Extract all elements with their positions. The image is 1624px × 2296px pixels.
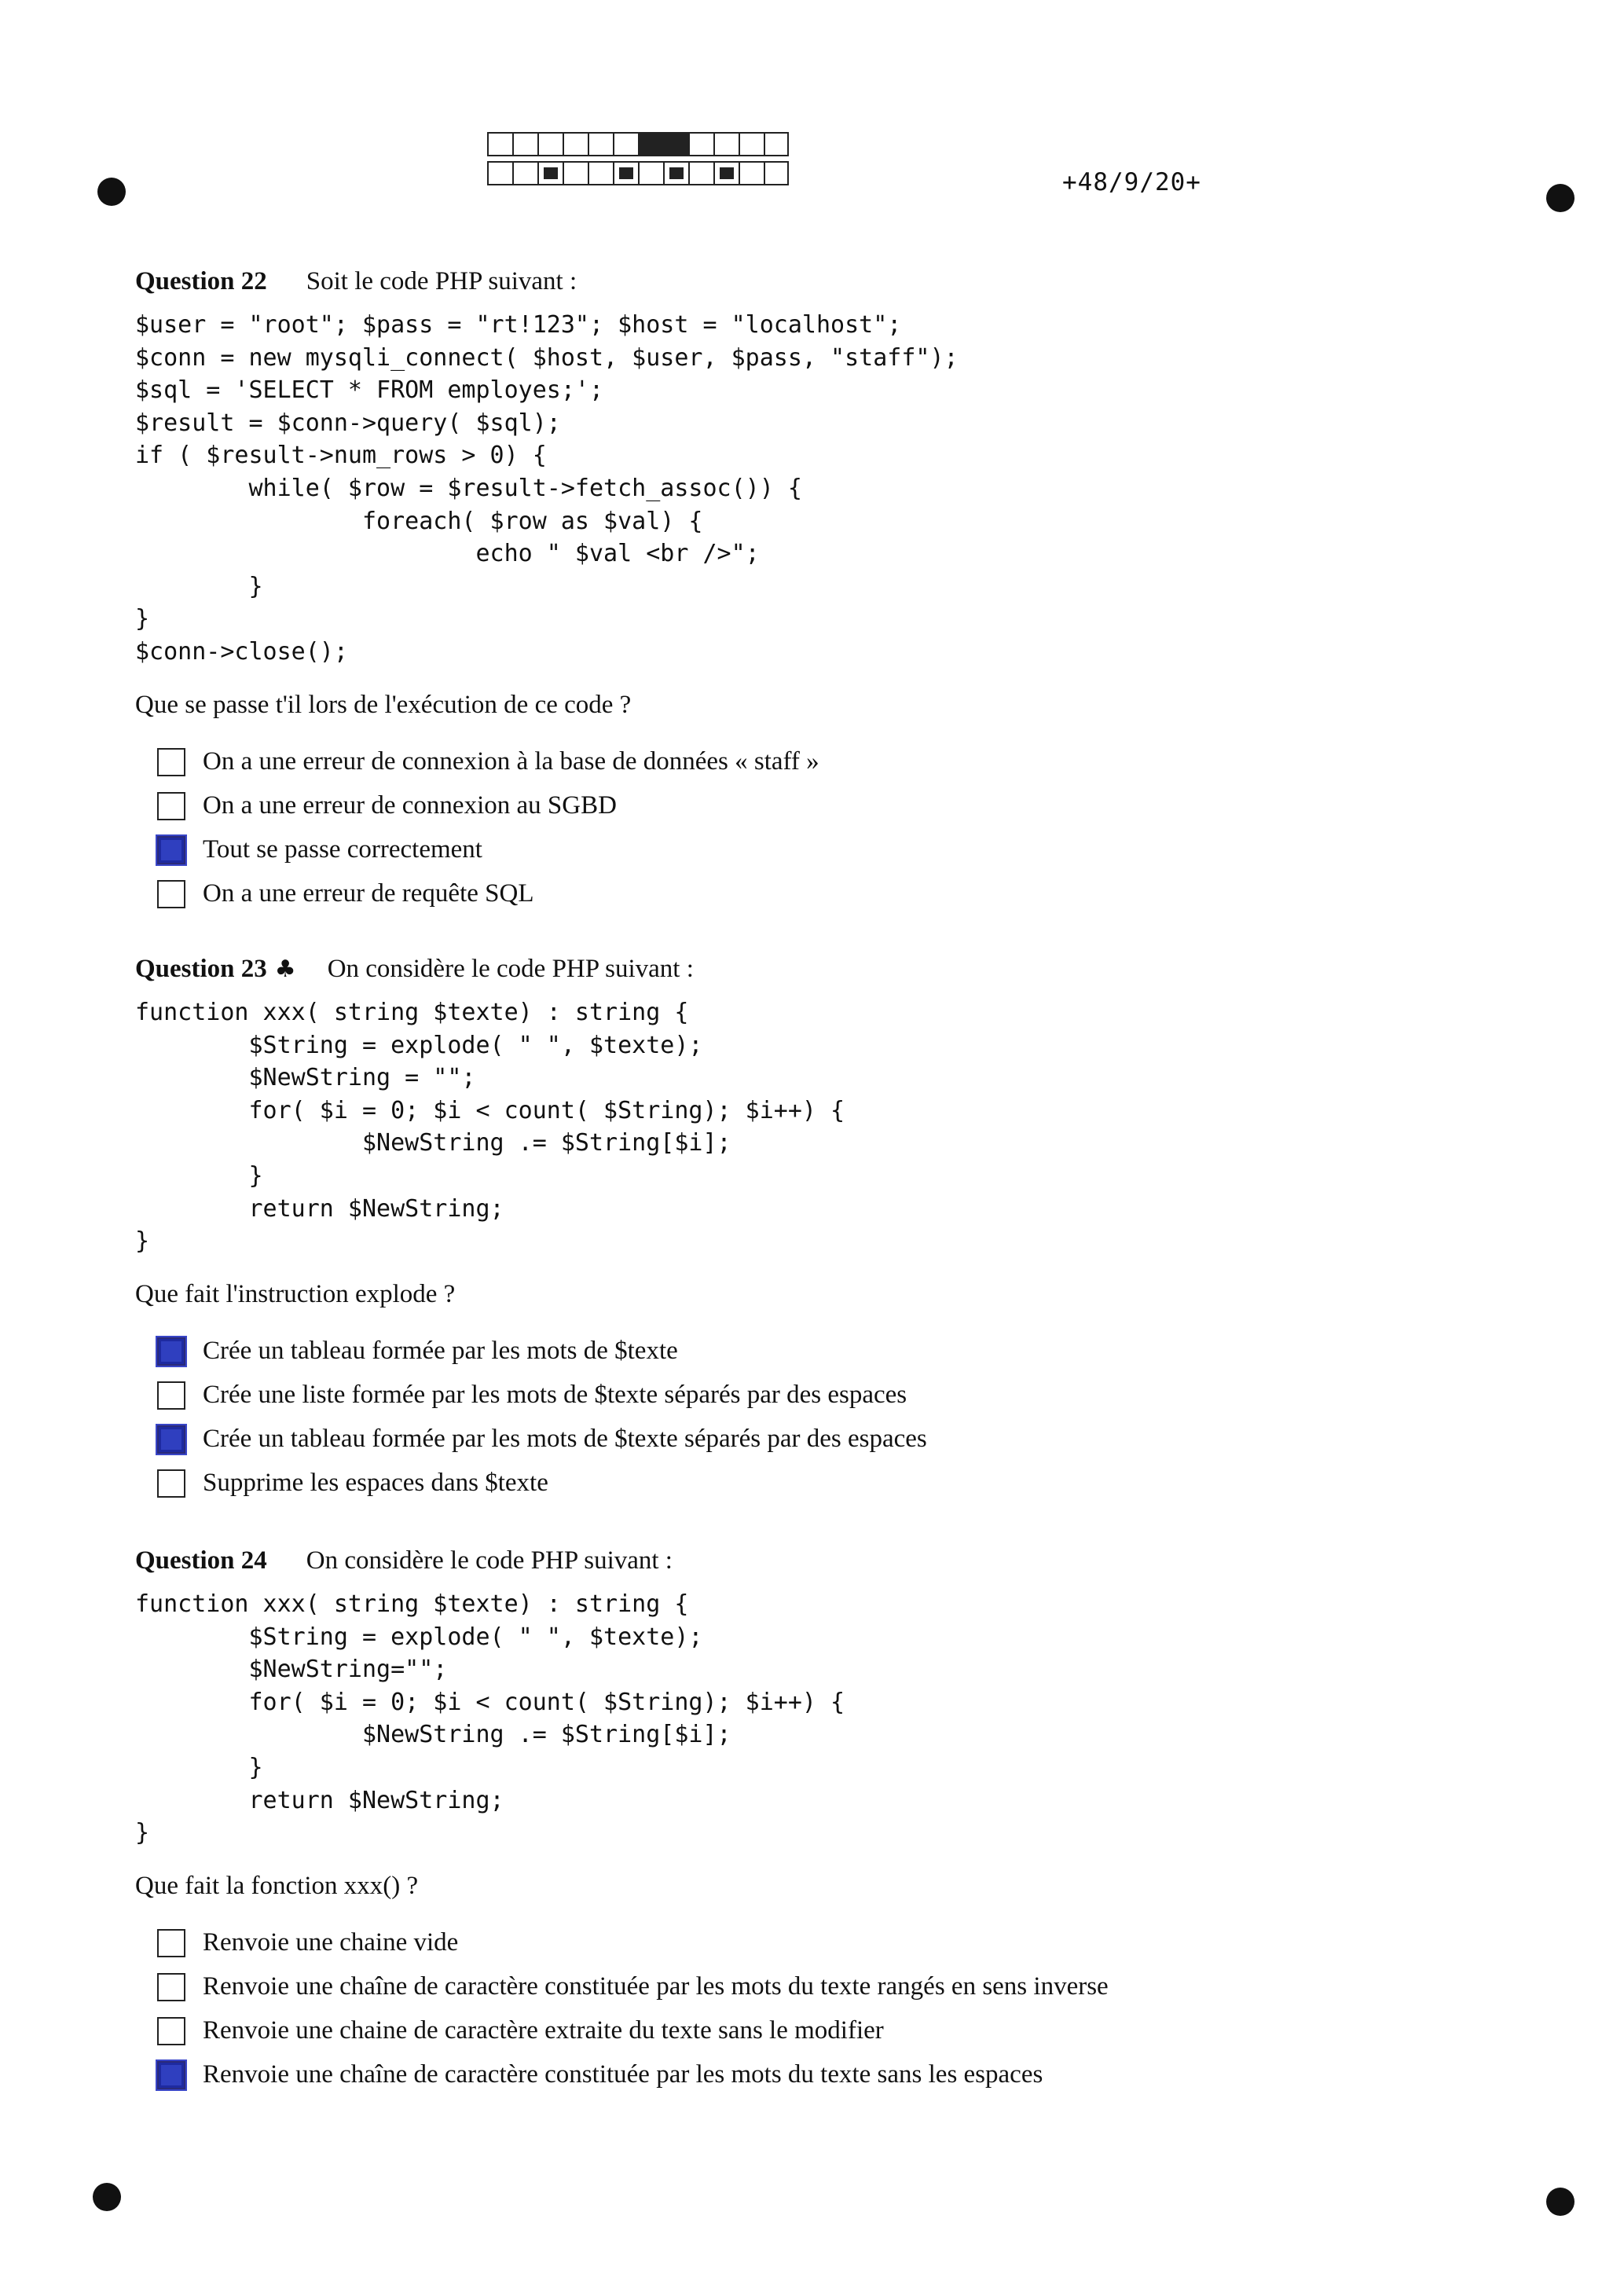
question-intro: On considère le code PHP suivant : [306,1546,673,1575]
question-label: Question 24 [135,1546,267,1575]
answer-checkbox[interactable] [157,1929,185,1957]
code-grid-cell [638,132,663,156]
code-grid-cell [563,161,588,185]
code-grid-cell [688,161,713,185]
question-23 [135,955,1471,1506]
code-block: function xxx( string $texte) : string { $String = explode( " ", $texte); $NewString = ""; for( $i = 0; $i < count( $String); $i++) { $NewString .= $String[$i]; } return $NewString; } [135,999,845,1256]
code-grid-cell [512,161,537,185]
answer-text: Renvoie une chaîne de caractère constituée par les mots du texte rangés en sens inverse [203,1972,1109,2001]
answer-text: Crée un tableau formée par les mots de $texte [203,1337,678,1366]
registration-mark-bottom-right [1546,2188,1575,2216]
answer-list [157,1330,1471,1506]
code-grid-cell [739,161,764,185]
code-grid-cell [663,161,688,185]
question-prompt: Que fait la fonction xxx() ? [135,1871,419,1900]
answer-checkbox[interactable] [157,748,185,776]
code-grid-cell [487,132,512,156]
answer-text: On a une erreur de requête SQL [203,879,534,908]
page-code-grid [487,132,789,190]
code-grid-cell [764,161,789,185]
code-grid-cell [613,132,638,156]
answer-list [157,1921,1471,2097]
answer-option[interactable] [157,1418,1471,1462]
code-grid-cell [764,132,789,156]
code-grid-cell [588,132,613,156]
answer-checkbox[interactable] [157,792,185,820]
answer-text: On a une erreur de connexion au SGBD [203,791,617,820]
answer-option[interactable] [157,1462,1471,1506]
question-header [135,267,1471,296]
question-intro: On considère le code PHP suivant : [327,955,694,983]
code-grid-row [487,161,789,187]
question-prompt: Que se passe t'il lors de l'exécution de ce code ? [135,690,632,719]
registration-mark-top-left [97,178,126,206]
code-grid-cell [537,132,563,156]
code-block: function xxx( string $texte) : string { $String = explode( " ", $texte); $NewString=""; for( $i = 0; $i < count( $String); $i++) { $NewString .= $String[$i]; } return $NewString; } [135,1590,845,1847]
question-header [135,1546,1471,1575]
code-grid-cell [537,161,563,185]
answer-option[interactable] [157,740,1471,784]
answer-text: Renvoie une chaine de caractère extraite du texte sans le modifier [203,2016,884,2045]
answer-option[interactable] [157,1330,1471,1374]
code-grid-cell [638,161,663,185]
answer-option[interactable] [157,828,1471,872]
answer-checkbox[interactable] [157,880,185,908]
answer-option[interactable] [157,1921,1471,1965]
question-intro: Soit le code PHP suivant : [306,267,577,295]
question-header [135,955,1471,984]
question-label: Question 22 [135,267,267,295]
answer-text: Renvoie une chaîne de caractère constituée par les mots du texte sans les espaces [203,2060,1043,2089]
code-grid-cell [739,132,764,156]
code-grid-cell [487,161,512,185]
code-grid-cell [588,161,613,185]
question-prompt: Que fait l'instruction explode ? [135,1279,456,1308]
answer-checkbox[interactable] [157,1973,185,2001]
answer-text: Crée une liste formée par les mots de $texte séparés par des espaces [203,1381,907,1410]
code-grid-cell [613,161,638,185]
answer-list [157,740,1471,916]
page-id: +48/9/20+ [1062,168,1201,196]
code-grid-cell [663,132,688,156]
answer-text: On a une erreur de connexion à la base de données « staff » [203,747,819,776]
answer-checkbox[interactable] [157,836,185,864]
code-grid-cell [563,132,588,156]
answer-checkbox[interactable] [157,2017,185,2045]
answer-text: Crée un tableau formée par les mots de $texte séparés par des espaces [203,1425,927,1454]
question-label: Question 23 [135,955,267,983]
answer-text: Renvoie une chaine vide [203,1928,459,1957]
answer-option[interactable] [157,872,1471,916]
code-block: $user = "root"; $pass = "rt!123"; $host = "localhost"; $conn = new mysqli_connect( $host, $user, $pass, "staff"); $sql = 'SELECT * FROM employes;'; $result = $conn->query( $sql); if ( $result->num_rows > 0) { while( $row = $result->fetch_assoc()) { foreach( $row as $val) { echo " $val <br />"; } } $conn->close(); [135,311,959,666]
answer-option[interactable] [157,1374,1471,1418]
answer-text: Tout se passe correctement [203,835,482,864]
registration-mark-top-right [1546,184,1575,212]
answer-option[interactable] [157,784,1471,828]
club-icon: ♣ [274,955,296,983]
answer-checkbox[interactable] [157,2061,185,2089]
answer-option[interactable] [157,2053,1471,2097]
answer-checkbox[interactable] [157,1381,185,1410]
code-grid-cell [512,132,537,156]
question-22 [135,267,1471,916]
answer-text: Supprime les espaces dans $texte [203,1469,548,1498]
code-grid-cell [713,132,739,156]
answer-option[interactable] [157,2009,1471,2053]
code-grid-row [487,132,789,158]
code-grid-cell [713,161,739,185]
answer-checkbox[interactable] [157,1425,185,1454]
question-24 [135,1546,1471,2097]
code-grid-cell [688,132,713,156]
registration-mark-bottom-left [93,2183,121,2211]
answer-checkbox[interactable] [157,1469,185,1498]
answer-checkbox[interactable] [157,1337,185,1366]
answer-option[interactable] [157,1965,1471,2009]
